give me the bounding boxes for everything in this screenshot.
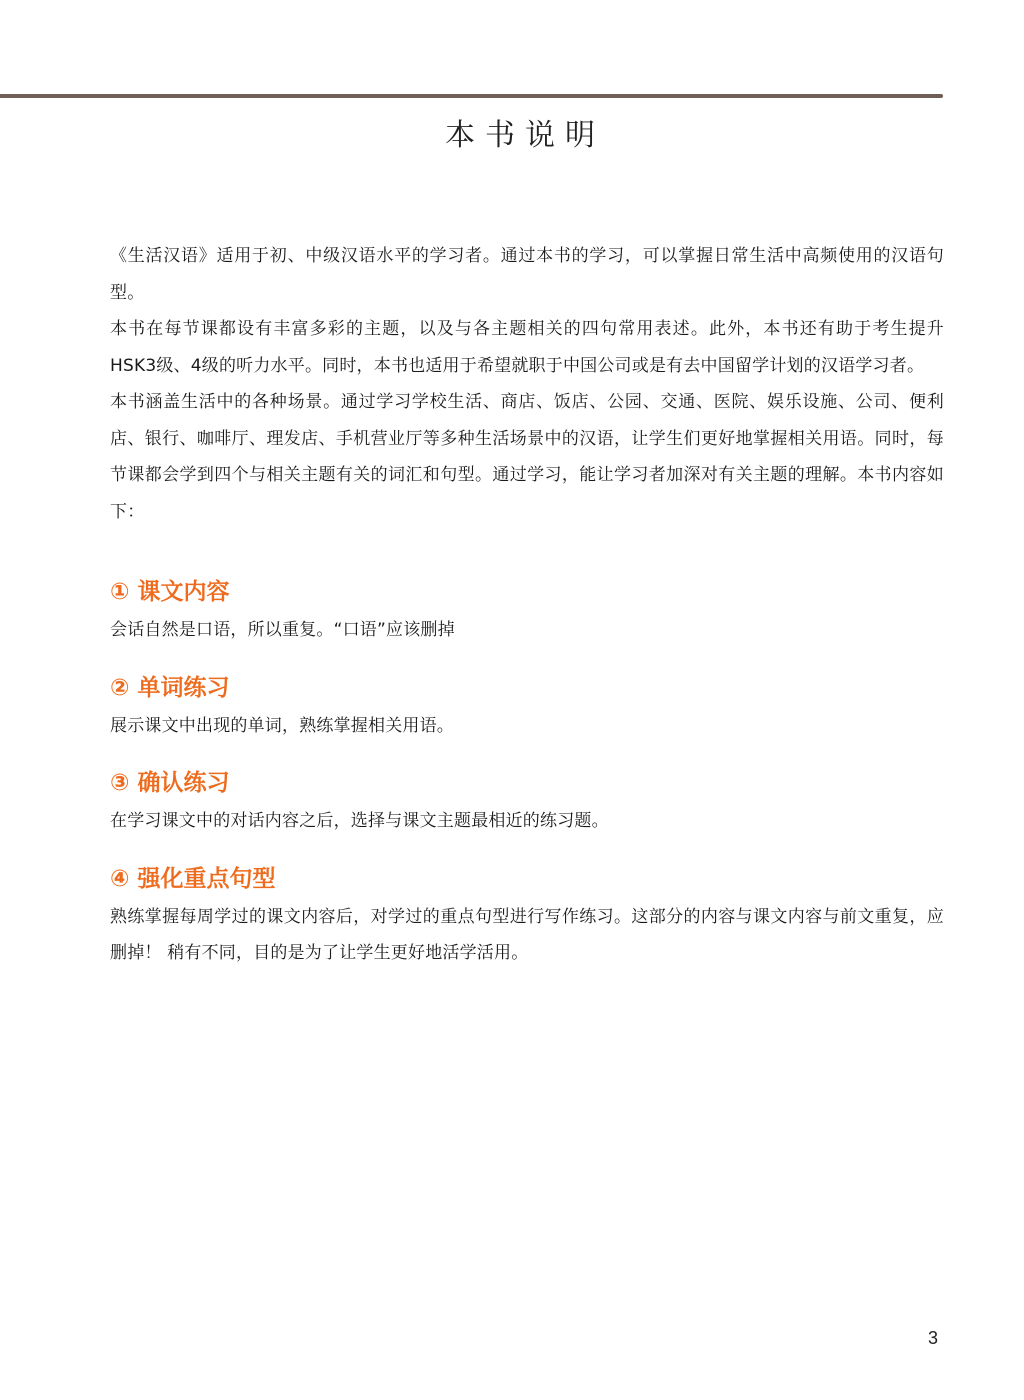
section-check-practice: [110, 763, 944, 840]
top-divider: [0, 94, 943, 98]
section-heading: ③ 确认练习: [110, 770, 230, 796]
section-vocabulary-practice: [110, 668, 944, 745]
section-lesson-content: [110, 572, 944, 649]
intro-paragraph: 本书涵盖生活中的各种场景。通过学习学校生活、商店、饭店、公园、交通、医院、娱乐设施、公司、便利店、银行、咖啡厅、理发店、手机营业厅等多种生活场景中的汉语，让学生们更好地掌握相关用语。同时，每节课都会学到四个与相关主题有关的词汇和句型。通过学习，能让学习者加深对有关主题的理解。本书内容如下：: [110, 392, 944, 522]
section-key-sentence-patterns: [110, 859, 944, 972]
content-sections: [110, 572, 944, 972]
page-number: 3: [928, 1328, 939, 1348]
section-heading: ④ 强化重点句型: [110, 865, 276, 892]
intro-paragraph: 《生活汉语》适用于初、中级汉语水平的学习者。通过本书的学习，可以掌握日常生活中高频使用的汉语句型。: [110, 246, 944, 303]
page-title: 本书说明: [445, 118, 605, 153]
section-heading: ② 单词练习: [110, 674, 230, 701]
intro-text: [110, 238, 944, 530]
main-content: [110, 238, 944, 991]
intro-paragraph: 本书在每节课都设有丰富多彩的主题，以及与各主题相关的四句常用表述。此外，本书还有助于考生提升HSK3级、4级的听力水平。同时，本书也适用于希望就职于中国公司或是有去中国留学计划的汉语学习者。: [110, 319, 944, 376]
section-body: 熟练掌握每周学过的课文内容后，对学过的重点句型进行写作练习。这部分的内容与课文内容与前文重复，应删掉！ 稍有不同，目的是为了让学生更好地活学活用。: [110, 906, 944, 963]
section-body: 会话自然是口语，所以重复。“口语”应该删掉: [110, 620, 455, 640]
section-body: 在学习课文中的对话内容之后，选择与课文主题最相近的练习题。: [110, 811, 609, 831]
section-body: 展示课文中出现的单词，熟练掌握相关用语。: [110, 715, 454, 736]
section-heading: ① 课文内容: [110, 579, 230, 605]
